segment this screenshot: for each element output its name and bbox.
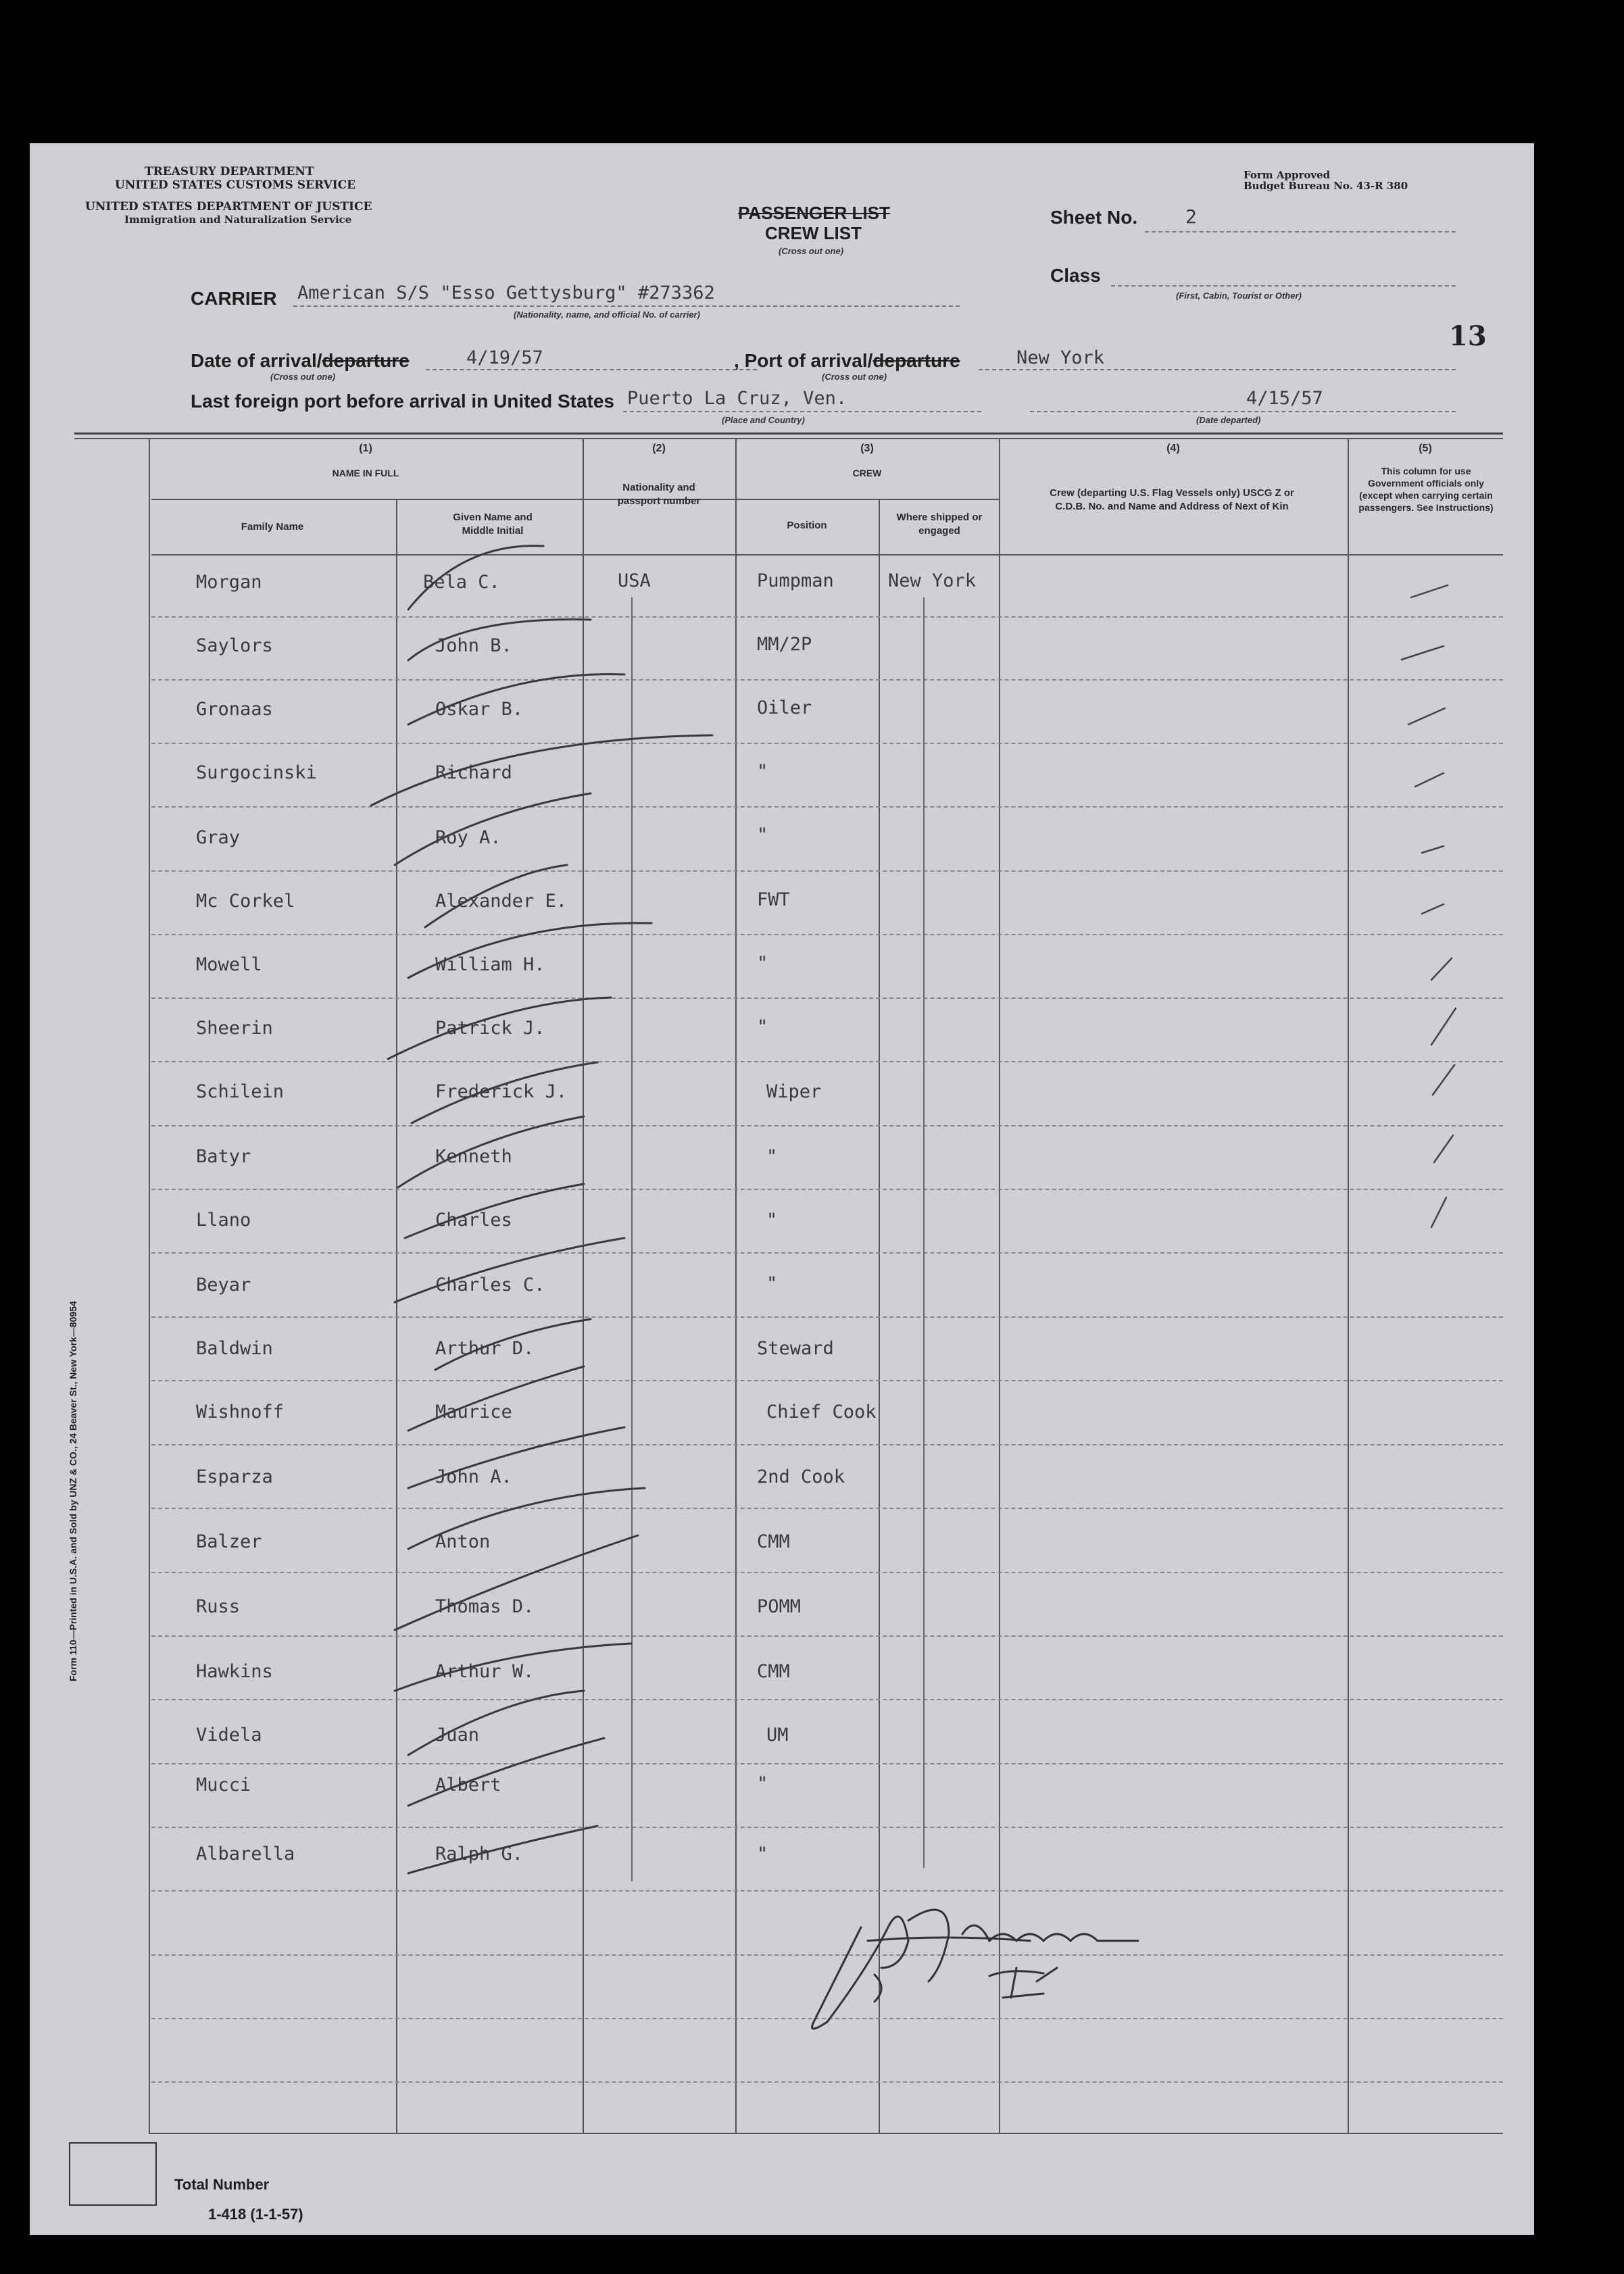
form-approved: Form Approved xyxy=(1244,169,1331,181)
row-rule xyxy=(151,743,1503,744)
row-rule xyxy=(151,1635,1503,1637)
col-border-1-2 xyxy=(583,438,584,2133)
last-foreign-port-label: Last foreign port before arrival in United States xyxy=(191,391,615,412)
gov-tick-mark xyxy=(1402,646,1444,660)
row-rule xyxy=(151,1125,1503,1127)
port-cross-out-hint: (Cross out one) xyxy=(822,372,887,382)
row-rule xyxy=(151,1380,1503,1381)
check-stroke xyxy=(371,735,712,806)
position: FWT xyxy=(757,889,790,910)
family-name: Llano xyxy=(196,1210,251,1231)
given-name: Albert xyxy=(435,1775,501,1796)
col5-number: (5) xyxy=(1419,443,1432,454)
family-name: Baldwin xyxy=(196,1338,273,1359)
col2-number: (2) xyxy=(652,443,666,454)
date-line xyxy=(426,369,757,370)
position: " xyxy=(766,1146,778,1167)
given-name: Juan xyxy=(435,1725,480,1746)
position: " xyxy=(757,1844,768,1864)
gov-tick-mark xyxy=(1422,904,1444,914)
last-port-line xyxy=(623,411,981,412)
family-name: Russ xyxy=(196,1596,241,1617)
header-subrule-3 xyxy=(735,499,999,500)
position: POMM xyxy=(757,1596,802,1617)
col-border-2-3 xyxy=(735,438,737,2133)
date-departed-value: 4/15/57 xyxy=(1246,388,1323,409)
carrier-label: CARRIER xyxy=(191,288,277,309)
date-of-arrival-value: 4/19/57 xyxy=(466,347,543,368)
family-name: Balzer xyxy=(196,1531,262,1552)
class-hint: (First, Cabin, Tourist or Other) xyxy=(1176,291,1302,301)
col4-number: (4) xyxy=(1166,443,1180,454)
col3-title: CREW xyxy=(852,468,882,478)
position: " xyxy=(757,953,768,974)
position: UM xyxy=(766,1725,789,1746)
ditto-line-shipped xyxy=(923,597,925,1868)
family-name: Gronaas xyxy=(196,699,273,720)
row-rule xyxy=(151,2018,1503,2019)
sheet-line xyxy=(1145,231,1456,232)
position: Oiler xyxy=(757,697,812,718)
agency-justice: UNITED STATES DEPARTMENT OF JUSTICE xyxy=(85,200,372,214)
sheet-number: 2 xyxy=(1185,205,1197,228)
given-name: Charles xyxy=(435,1210,512,1231)
given-name: Bela C. xyxy=(423,572,500,593)
family-name: Morgan xyxy=(196,572,262,593)
row-rule xyxy=(151,1189,1503,1190)
given-name: Roy A. xyxy=(435,827,501,848)
family-name: Mc Corkel xyxy=(196,891,295,912)
check-stroke xyxy=(408,1738,604,1806)
col-border-left xyxy=(149,438,150,2133)
family-name: Esparza xyxy=(196,1466,273,1487)
family-name: Videla xyxy=(196,1725,262,1746)
given-name: Ralph G. xyxy=(435,1844,524,1864)
family-name: Mucci xyxy=(196,1775,251,1796)
col-given-name-header: Given Name and Middle Initial xyxy=(453,512,533,537)
row-rule xyxy=(151,1572,1503,1573)
form-number: 1-418 (1-1-57) xyxy=(208,2206,303,2223)
row-rule xyxy=(151,1061,1503,1062)
col1-number: (1) xyxy=(359,443,372,454)
position: CMM xyxy=(757,1661,790,1682)
family-name: Schilein xyxy=(196,1081,285,1102)
col-family-name-header: Family Name xyxy=(241,521,304,533)
position: Pumpman xyxy=(757,570,834,591)
position: " xyxy=(766,1273,778,1294)
table-top-rule xyxy=(74,432,1503,435)
nationality: USA xyxy=(618,570,651,591)
gov-tick-mark xyxy=(1415,773,1444,787)
col-government-use-header: This column for use Government officials only (except when carrying certain passengers. See Instructions) xyxy=(1358,466,1494,513)
row-rule xyxy=(151,1316,1503,1318)
family-name: Saylors xyxy=(196,635,273,656)
col-position-header: Position xyxy=(787,520,827,531)
title-crew-list: CREW LIST xyxy=(765,223,862,243)
given-name: William H. xyxy=(435,954,545,975)
title-passenger-list: PASSENGER LIST xyxy=(738,203,890,223)
table-bottom-rule xyxy=(149,2133,1503,2134)
row-rule xyxy=(151,870,1503,872)
row-rule xyxy=(151,1252,1503,1254)
gov-tick-mark xyxy=(1422,846,1444,853)
given-name: Richard xyxy=(435,762,512,783)
given-name: Charles C. xyxy=(435,1275,545,1295)
sheet-label: Sheet No. xyxy=(1050,207,1138,228)
side-print-anchor xyxy=(68,1301,81,1695)
row-rule xyxy=(151,806,1503,808)
master-signature xyxy=(812,1910,1139,2029)
position: " xyxy=(757,761,768,782)
row-rule xyxy=(151,1508,1503,1509)
row-rule xyxy=(151,997,1503,999)
header-bottom-rule xyxy=(151,554,1503,555)
gov-tick-mark xyxy=(1434,1135,1453,1162)
col-border-4-5 xyxy=(1348,438,1349,2133)
gov-tick-mark xyxy=(1411,585,1448,597)
given-name: Oskar B. xyxy=(435,699,524,720)
gov-tick-mark xyxy=(1431,958,1452,980)
family-name: Wishnoff xyxy=(196,1402,285,1423)
given-name: Anton xyxy=(435,1531,491,1552)
family-name: Beyar xyxy=(196,1275,251,1295)
last-foreign-port-value: Puerto La Cruz, Ven. xyxy=(627,388,847,409)
row-rule xyxy=(151,1954,1503,1956)
date-departed-hint: (Date departed) xyxy=(1196,415,1261,425)
gov-tick-mark xyxy=(1408,708,1445,724)
gov-tick-mark xyxy=(1433,1065,1454,1095)
given-name: Thomas D. xyxy=(435,1596,535,1617)
port-of-arrival-value: New York xyxy=(1016,347,1105,368)
col-next-of-kin-header: Crew (departing U.S. Flag Vessels only) USCG Z or C.D.B. No. and Name and Address of Next of Kin xyxy=(1050,487,1294,512)
title-cross-out-hint: (Cross out one) xyxy=(779,246,844,256)
family-name: Mowell xyxy=(196,954,262,975)
position: Steward xyxy=(757,1338,834,1359)
given-name: Alexander E. xyxy=(435,891,568,912)
table-top-rule-2 xyxy=(74,438,1503,439)
col-shipped-header: Where shipped or engaged xyxy=(896,512,983,537)
col-border-3-4 xyxy=(999,438,1000,2133)
family-name: Albarella xyxy=(196,1844,295,1864)
col3-number: (3) xyxy=(860,443,874,454)
page-number: 13 xyxy=(1449,320,1487,352)
position: " xyxy=(757,1773,768,1794)
row-rule xyxy=(151,1763,1503,1764)
row-rule xyxy=(151,2081,1503,2083)
carrier-hint: (Nationality, name, and official No. of carrier) xyxy=(514,310,700,320)
class-line xyxy=(1111,285,1456,287)
row-rule xyxy=(151,1827,1503,1828)
family-name: Hawkins xyxy=(196,1661,273,1682)
family-name: Batyr xyxy=(196,1146,251,1167)
date-of-arrival-label: Date of arrival/departure xyxy=(191,350,410,371)
given-name: Kenneth xyxy=(435,1146,512,1167)
gov-tick-mark xyxy=(1431,1008,1456,1045)
total-number-label: Total Number xyxy=(174,2176,270,2193)
given-name: Patrick J. xyxy=(435,1018,545,1039)
given-name: Arthur D. xyxy=(435,1338,535,1359)
gov-tick-mark xyxy=(1431,1197,1446,1227)
port-line xyxy=(979,369,1456,370)
row-rule xyxy=(151,1444,1503,1445)
agency-customs: UNITED STATES CUSTOMS SERVICE xyxy=(115,178,356,192)
ditto-line-nationality xyxy=(631,597,633,1881)
date-departed-line xyxy=(1030,411,1456,412)
given-name: John A. xyxy=(435,1466,512,1487)
position: " xyxy=(757,824,768,845)
check-stroke xyxy=(408,1691,584,1755)
position: " xyxy=(757,1016,768,1037)
given-name: Arthur W. xyxy=(435,1661,535,1682)
budget-bureau-number: Budget Bureau No. 43-R 380 xyxy=(1244,180,1408,192)
position: Wiper xyxy=(766,1081,822,1102)
agency-treasury: TREASURY DEPARTMENT xyxy=(145,165,314,178)
total-number-box xyxy=(69,2142,157,2206)
position: 2nd Cook xyxy=(757,1466,845,1487)
family-name: Sheerin xyxy=(196,1018,273,1039)
given-name: Frederick J. xyxy=(435,1081,568,1102)
position: " xyxy=(766,1210,778,1231)
given-name: Maurice xyxy=(435,1402,512,1423)
family-name: Gray xyxy=(196,827,241,848)
given-name: John B. xyxy=(435,635,512,656)
class-label: Class xyxy=(1050,265,1101,286)
row-rule xyxy=(151,679,1503,681)
row-rule xyxy=(151,1890,1503,1892)
date-cross-out-hint: (Cross out one) xyxy=(270,372,336,382)
col-nationality-header: Nationality and passport number xyxy=(617,482,701,507)
carrier-line xyxy=(293,305,960,307)
col1-title: NAME IN FULL xyxy=(332,468,399,478)
row-rule xyxy=(151,1699,1503,1700)
row-rule xyxy=(151,934,1503,935)
last-port-hint: (Place and Country) xyxy=(722,415,805,425)
position: MM/2P xyxy=(757,634,812,655)
port-of-arrival-label: , Port of arrival/departure xyxy=(734,350,960,371)
agency-ins: Immigration and Naturalization Service xyxy=(124,214,352,226)
row-rule xyxy=(151,616,1503,618)
carrier-value: American S/S "Esso Gettysburg" #273362 xyxy=(297,282,715,303)
where-shipped: New York xyxy=(888,570,977,591)
position: CMM xyxy=(757,1531,790,1552)
side-print: Form 110—Printed in U.S.A. and Sold by UNZ & CO., 24 Beaver St., New York—80954 xyxy=(68,1301,78,1681)
family-name: Surgocinski xyxy=(196,762,317,783)
crew-list-form xyxy=(30,143,1534,2235)
position: Chief Cook xyxy=(766,1402,877,1423)
